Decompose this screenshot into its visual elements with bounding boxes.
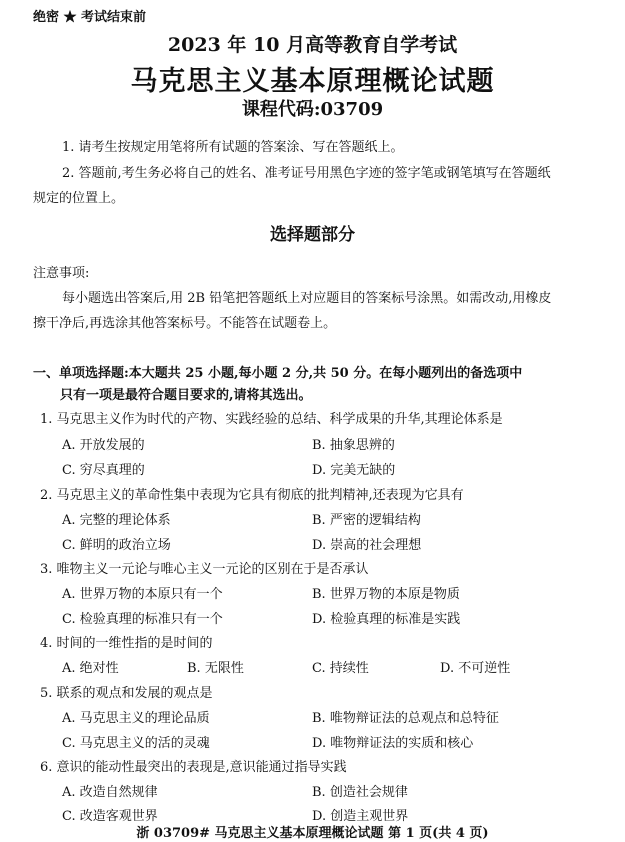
part-one-heading-cont: 只有一项是最符合题目要求的,请将其选出。 [60,388,312,403]
notes-line-1: 每小题选出答案后,用 2B 铅笔把答题纸上对应题目的答案标号涂黑。如需改动,用橡皮 [62,291,552,306]
question-6-option-c: C. 改造客观世界 [62,809,158,824]
section-title: 选择题部分 [270,225,355,245]
question-2-option-b: B. 严密的逻辑结构 [312,513,421,528]
part-one-heading: 一、单项选择题:本大题共 25 小题,每小题 2 分,共 50 分。在每小题列出的备选项中 [33,366,523,381]
subject-title: 马克思主义基本原理概论试题 [130,66,495,97]
question-5-option-b: B. 唯物辩证法的总观点和总特征 [312,711,499,726]
confidential-label: 绝密 ★ 考试结束前 [33,10,147,25]
question-4-stem: 4. 时间的一维性指的是时间的 [40,636,213,651]
question-1-option-a: A. 开放发展的 [62,438,145,453]
question-5-option-a: A. 马克思主义的理论品质 [62,711,210,726]
notes-label: 注意事项: [33,266,90,281]
instruction-2-cont: 规定的位置上。 [33,191,125,206]
question-6-option-d: D. 创造主观世界 [312,809,409,824]
question-3-stem: 3. 唯物主义一元论与唯心主义一元论的区别在于是否承认 [40,562,369,577]
question-3-option-d: D. 检验真理的标准是实践 [312,612,461,627]
question-1-option-c: C. 穷尽真理的 [62,463,145,478]
question-1-option-b: B. 抽象思辨的 [312,438,395,453]
question-2-option-a: A. 完整的理论体系 [62,513,171,528]
question-5-option-c: C. 马克思主义的活的灵魂 [62,736,210,751]
exam-name: 2023 年 10 月高等教育自学考试 [167,34,458,56]
question-5-stem: 5. 联系的观点和发展的观点是 [40,686,213,701]
question-3-option-c: C. 检验真理的标准只有一个 [62,612,223,627]
page-footer: 浙 03709# 马克思主义基本原理概论试题 第 1 页(共 4 页) [136,826,489,841]
question-1-option-d: D. 完美无缺的 [312,463,396,478]
question-4-option-d: D. 不可逆性 [440,661,511,676]
course-code: 课程代码:03709 [241,99,384,120]
question-2-option-c: C. 鲜明的政治立场 [62,538,171,553]
question-2-stem: 2. 马克思主义的革命性集中表现为它具有彻底的批判精神,还表现为它具有 [40,488,464,503]
instruction-1: 1. 请考生按规定用笔将所有试题的答案涂、写在答题纸上。 [62,140,404,155]
notes-line-2: 擦干净后,再选涂其他答案标号。不能答在试题卷上。 [33,316,337,331]
question-4-option-b: B. 无限性 [187,661,244,676]
question-4-option-c: C. 持续性 [312,661,369,676]
question-6-stem: 6. 意识的能动性最突出的表现是,意识能通过指导实践 [40,760,347,775]
question-3-option-b: B. 世界万物的本原是物质 [312,587,460,602]
question-4-option-a: A. 绝对性 [62,661,119,676]
question-2-option-d: D. 崇高的社会理想 [312,538,422,553]
instruction-2: 2. 答题前,考生务必将自己的姓名、准考证号用黑色字迹的签字笔或钢笔填写在答题纸 [62,166,551,181]
question-1-stem: 1. 马克思主义作为时代的产物、实践经验的总结、科学成果的升华,其理论体系是 [40,412,503,427]
question-6-option-a: A. 改造自然规律 [62,785,158,800]
question-3-option-a: A. 世界万物的本原只有一个 [62,587,223,602]
question-5-option-d: D. 唯物辩证法的实质和核心 [312,736,474,751]
question-6-option-b: B. 创造社会规律 [312,785,408,800]
